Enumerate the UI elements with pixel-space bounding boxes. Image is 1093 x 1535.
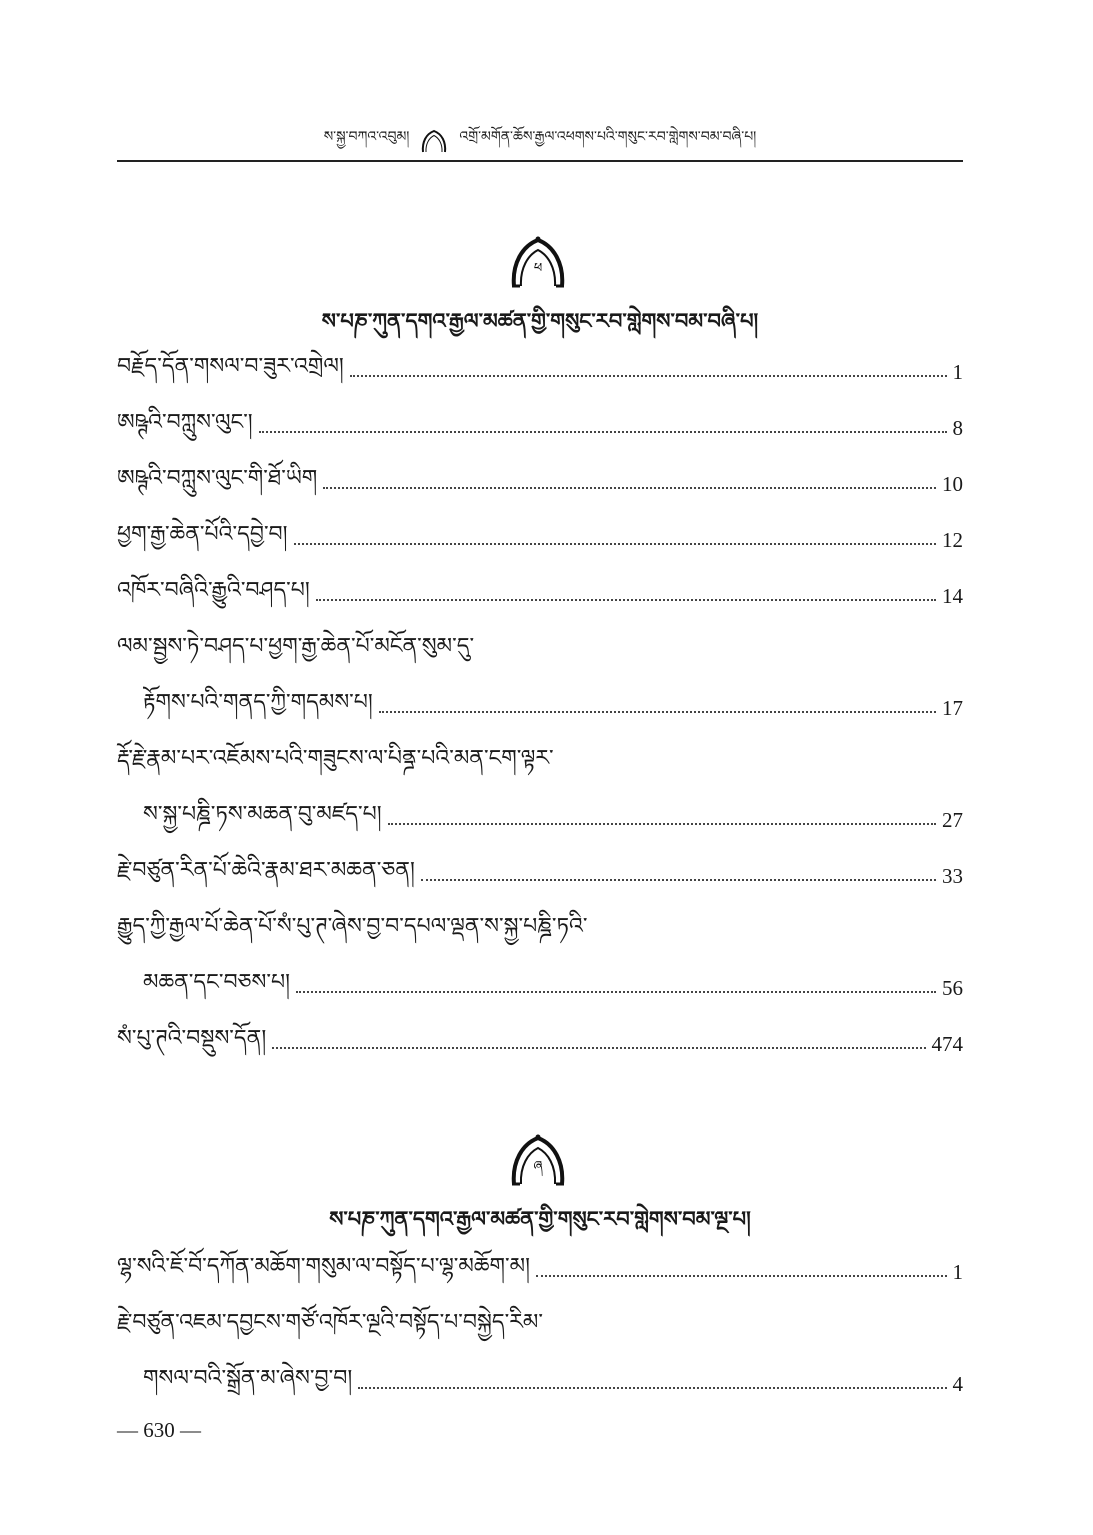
- toc-entry-page: 4: [952, 1371, 963, 1396]
- toc-entry-title-line2: གསལ་བའི་སྒྲོན་མ་ཞེས་བྱ་བ།: [143, 1366, 353, 1391]
- toc-entry[interactable]: [117, 968, 963, 1008]
- dot-leader: [323, 487, 936, 489]
- toc-entry[interactable]: [117, 576, 963, 616]
- toc-entry-page: 27: [942, 807, 963, 832]
- toc-entry[interactable]: [117, 800, 963, 840]
- toc-entry-title: ཨཥྚའི་བཀླུས་ལུང་གི་ཐོ་ཡིག: [117, 466, 318, 491]
- dot-leader: [421, 879, 936, 881]
- toc-entry-title-line2: མཆན་དང་བཅས་པ།: [143, 970, 291, 995]
- toc-entry-title: རྗེ་བཙུན་རིན་པོ་ཆེའི་རྣམ་ཐར་མཆན་ཅན།: [117, 858, 415, 883]
- toc-entry-page: 1: [952, 359, 963, 384]
- toc-entry-title: སཾ་པུ་ཊའི་བསྡུས་དོན།: [117, 1026, 267, 1051]
- dot-leader: [350, 375, 947, 377]
- toc-entry[interactable]: [117, 688, 963, 728]
- toc-entry-title-line1: ལམ་སྦྱས་ཏེ་བཤད་པ་ཕྱག་རྒྱ་ཆེན་པོ་མངོན་སུམ་དུ་: [117, 634, 475, 659]
- toc-entry[interactable]: [117, 352, 963, 392]
- dot-leader: [358, 1387, 946, 1389]
- emblem-letter: ཕ: [533, 261, 543, 276]
- dot-leader: [536, 1275, 947, 1277]
- toc-entry-page: 1: [952, 1259, 963, 1284]
- running-header: [117, 122, 963, 158]
- toc-entry-page: 8: [952, 415, 963, 440]
- emblem-letter: ཞ: [533, 1159, 543, 1174]
- toc-entry-page: 10: [942, 471, 963, 496]
- toc-entry[interactable]: [117, 520, 963, 560]
- toc-entry-title-line2: ས་སྐྱ་པཎྜི་ཏས་མཆན་བུ་མཛད་པ།: [143, 802, 382, 827]
- section-title: ས་པཎ་ཀུན་དགའ་རྒྱལ་མཚན་གྱི་གསུང་རབ་གླེགས་བམ་བཞི་པ།: [321, 308, 759, 333]
- toc-entry[interactable]: [117, 464, 963, 504]
- toc-entry-title-line1: རྒྱུད་ཀྱི་རྒྱལ་པོ་ཆེན་པོ་སཾ་པུ་ཊ་ཞེས་བྱ་བ་དཔལ་ལྡན་ས་སྐྱ་པཎྜི་ཏའི་: [117, 914, 588, 939]
- dot-leader: [294, 543, 936, 545]
- toc-entry[interactable]: [117, 1364, 963, 1404]
- toc-entry[interactable]: [117, 856, 963, 896]
- arch-emblem-icon: [510, 236, 566, 288]
- arch-emblem-icon: [510, 1134, 566, 1186]
- page-number: — 630 —: [117, 1418, 201, 1442]
- toc-entry-title: ཨཥྚའི་བཀླུས་ལུང་།: [117, 410, 253, 435]
- toc-entry-title: འཁོར་བཞིའི་རྒྱུའི་བཤད་པ།: [117, 578, 310, 603]
- arch-emblem-icon: [419, 127, 449, 153]
- header-volume-title: ས་སྐྱ་བཀའ་འབུམ།: [323, 129, 410, 145]
- dot-leader: [272, 1047, 925, 1049]
- toc-entry-page: 474: [931, 1031, 963, 1056]
- toc-entry-page: 14: [942, 583, 963, 608]
- dot-leader: [388, 823, 936, 825]
- toc-entry[interactable]: [117, 408, 963, 448]
- toc-entry-title: བརྗོད་དོན་གསལ་བ་ཟུར་འགྲེལ།: [117, 354, 344, 379]
- toc-entry-title-line1: རྡོ་རྗེ་རྣམ་པར་འཇོམས་པའི་གཟུངས་ལ་པིནྜ་པའི་མན་ངག་ལྟར་: [117, 746, 554, 771]
- dot-leader: [259, 431, 947, 433]
- toc-entry-title-line2: རྟོགས་པའི་གནད་ཀྱི་གདམས་པ།: [143, 690, 373, 715]
- toc-entry-page: 56: [942, 975, 963, 1000]
- toc-entry-page: 33: [942, 863, 963, 888]
- header-book-title: འགྲོ་མགོན་ཆོས་རྒྱལ་འཕགས་པའི་གསུང་རབ་གླེགས་བམ་བཞི་པ།: [459, 129, 757, 145]
- header-rule: [117, 160, 963, 162]
- toc-entry-title: ཕྱག་རྒྱ་ཆེན་པོའི་དབྱེ་བ།: [117, 522, 288, 547]
- toc-entry-page: 12: [942, 527, 963, 552]
- dot-leader: [379, 711, 936, 713]
- dot-leader: [316, 599, 936, 601]
- toc-entry[interactable]: [117, 1024, 963, 1064]
- toc-entry-page: 17: [942, 695, 963, 720]
- dot-leader: [296, 991, 936, 993]
- toc-entry[interactable]: [117, 1252, 963, 1292]
- toc-entry-title: ལྷ་སའི་ཇོ་བོ་དཀོན་མཆོག་གསུམ་ལ་བསྟོད་པ་ལྷ་མཆོག་མ།: [117, 1254, 530, 1279]
- toc-entry-title-line1: རྗེ་བཙུན་འཇམ་དབྱངས་གཙོ་འཁོར་ལྔའི་བསྟོད་པ་བསྐྱེད་རིམ་: [117, 1310, 543, 1335]
- section-title: ས་པཎ་ཀུན་དགའ་རྒྱལ་མཚན་གྱི་གསུང་རབ་གླེགས་བམ་ལྔ་པ།: [329, 1206, 751, 1231]
